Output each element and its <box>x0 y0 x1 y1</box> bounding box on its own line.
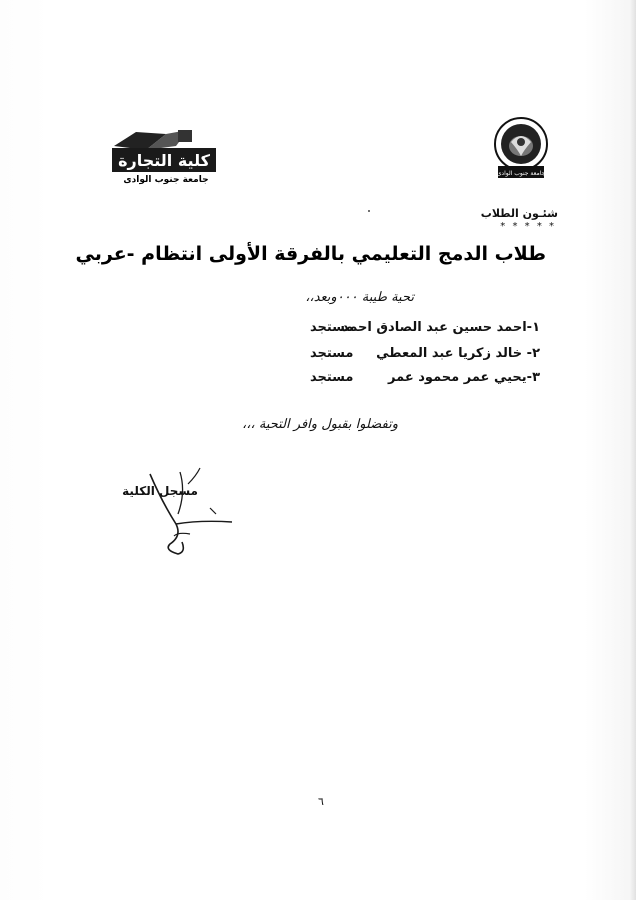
student-name: ٣-يحيي عمر محمود عمر <box>388 370 540 385</box>
university-seal-icon <box>484 116 558 184</box>
scan-speck <box>368 210 370 212</box>
student-status: مستجد <box>310 370 354 385</box>
university-logo <box>484 116 558 184</box>
university-logo-subtitle: جامعة جنوب الوادى <box>496 170 546 177</box>
faculty-logo <box>106 124 224 186</box>
student-name: ٢- خالد زكريا عبد المعطي <box>376 346 540 361</box>
student-status: مستجد <box>310 320 354 335</box>
handwritten-signature <box>130 462 240 562</box>
paper-edge-shadow <box>630 0 636 900</box>
student-status: مستجد <box>310 346 354 361</box>
student-row <box>310 320 540 338</box>
faculty-logo-subtitle: جامعة جنوب الوادى <box>123 175 209 185</box>
header-stars: * * * * * <box>500 221 556 232</box>
greeting: تحية طيبة ٠٠٠وبعد،، <box>305 290 414 305</box>
page-number: ٦ <box>318 795 324 808</box>
student-name: ١-احمد حسين عبد الصادق احمد <box>341 320 540 335</box>
faculty-logo-title: كلية التجارة <box>118 151 210 170</box>
student-row <box>310 346 540 364</box>
student-row <box>310 370 540 388</box>
document-title: طلاب الدمج التعليمي بالفرقة الأولى انتظام -عربي <box>75 243 546 265</box>
faculty-logo-lettering <box>106 124 224 186</box>
registrar-label: مسجل الكلية <box>122 484 198 498</box>
student-affairs-header: شئـون الطلاب <box>480 207 558 220</box>
closing-line: وتفضلوا بقبول وافر التحية ،،، <box>242 417 398 432</box>
